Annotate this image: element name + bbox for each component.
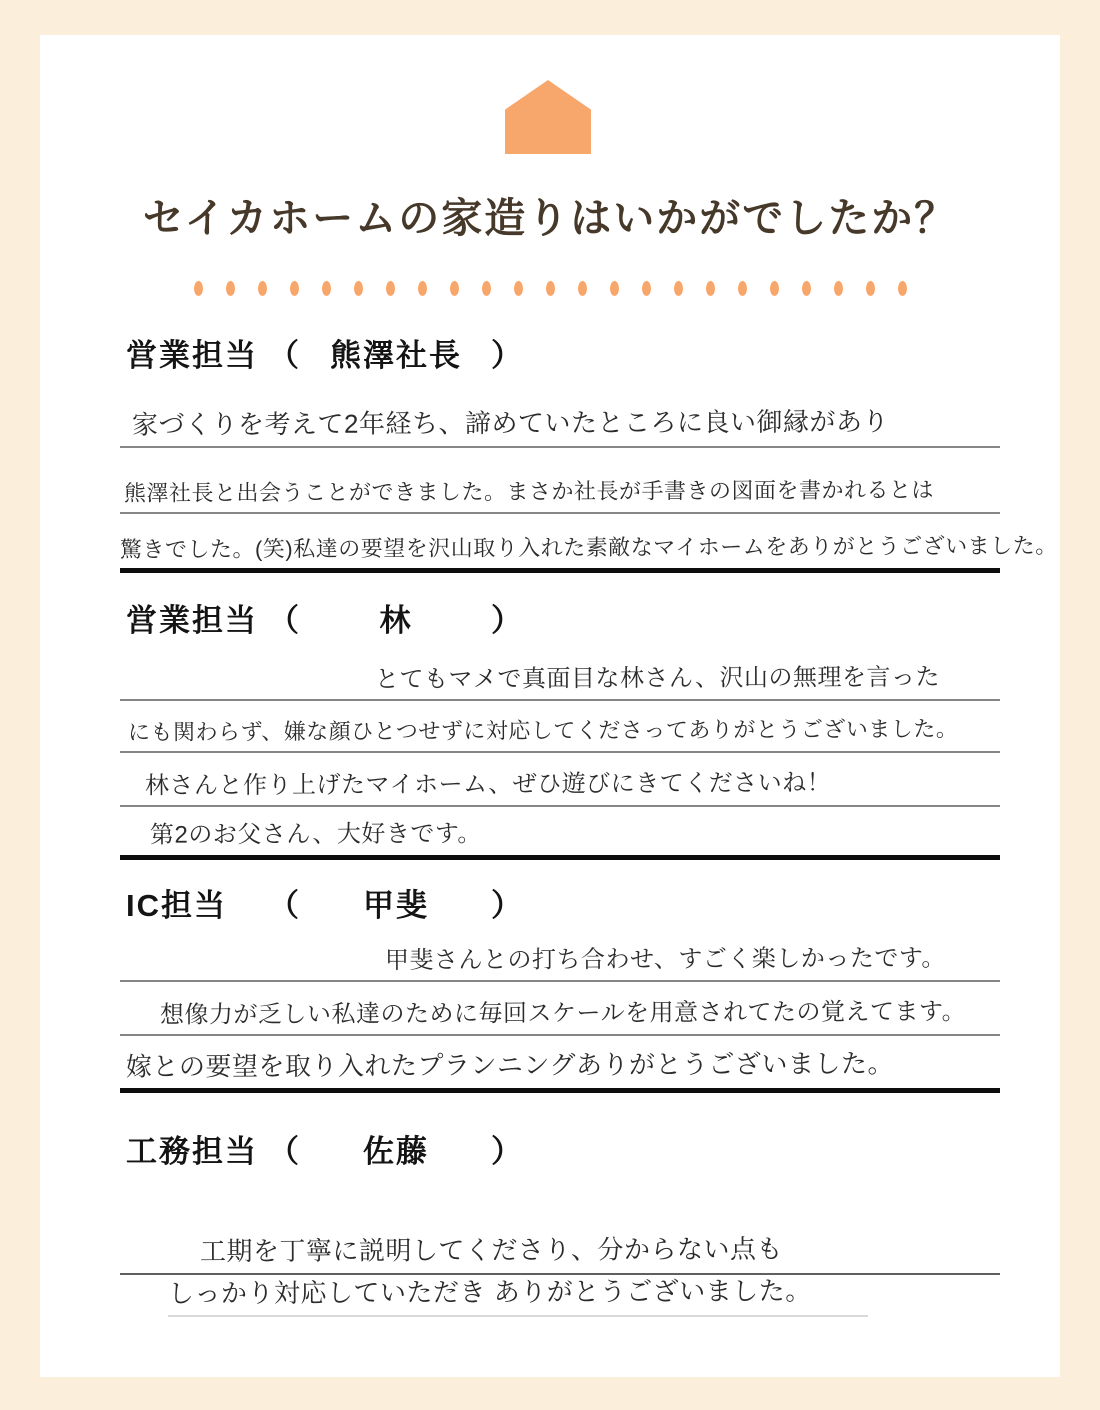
section-heading bbox=[120, 880, 1000, 923]
paren-close-mark: ） bbox=[491, 888, 524, 923]
person-name: 熊澤社長 bbox=[330, 338, 462, 373]
thick-divider bbox=[120, 1088, 1000, 1093]
paren-open-mark: （ bbox=[268, 603, 301, 638]
dot bbox=[514, 281, 523, 296]
handwritten-text: 嫁との要望を取り入れたプランニングありがとうございました。 bbox=[125, 1048, 895, 1082]
handwritten-text: 第2のお父さん、大好きです。 bbox=[149, 820, 482, 849]
thick-divider bbox=[120, 568, 1000, 573]
section-construction-sato bbox=[120, 1126, 1000, 1317]
section-role-label: IC担当 bbox=[126, 888, 227, 923]
handwriting-area bbox=[120, 645, 1000, 860]
dot bbox=[546, 281, 555, 296]
dot bbox=[834, 281, 843, 296]
handwritten-text: しっかり対応していただき ありがとうございました。 bbox=[167, 1275, 812, 1309]
section-sales-hayashi bbox=[120, 595, 1000, 860]
handwritten-line bbox=[120, 701, 1000, 753]
dot bbox=[802, 281, 811, 296]
handwritten-line bbox=[120, 982, 1000, 1036]
section-role-label: 工務担当 bbox=[126, 1134, 258, 1169]
handwritten-text: 甲斐さんとの打ち合わせ、すごく楽しかったです。 bbox=[384, 944, 946, 975]
handwriting-area bbox=[120, 1217, 1000, 1317]
paren-open-mark: （ bbox=[268, 338, 301, 373]
handwritten-line bbox=[120, 448, 1000, 514]
dot bbox=[226, 281, 235, 296]
page-title: セイカホームの家造りはいかがでしたか？ bbox=[142, 195, 958, 241]
handwritten-text: 家づくりを考えて2年経ち、諦めていたところに良い御縁があり bbox=[131, 406, 890, 440]
dot bbox=[770, 281, 779, 296]
house-icon bbox=[505, 80, 591, 154]
handwritten-text: 工期を丁寧に説明してくださり、分からない点も bbox=[199, 1233, 784, 1267]
section-role-label: 営業担当 bbox=[126, 603, 258, 638]
person-name: 佐藤 bbox=[363, 1134, 429, 1169]
content-card bbox=[40, 35, 1060, 1377]
thick-divider bbox=[120, 855, 1000, 860]
handwritten-text: 想像力が乏しい私達のために毎回スケールを用意されてたの覚えてます。 bbox=[159, 998, 967, 1029]
handwritten-text: 林さんと作り上げたマイホーム、ぜひ遊びにきてくださいね！ bbox=[144, 769, 832, 800]
section-sales-kumazawa bbox=[119, 330, 1058, 573]
dot bbox=[738, 281, 747, 296]
dot bbox=[482, 281, 491, 296]
handwritten-line bbox=[168, 1275, 868, 1317]
paren-open-mark: （ bbox=[268, 1134, 301, 1169]
section-heading bbox=[120, 1126, 1000, 1169]
dot bbox=[898, 281, 907, 296]
paren-close-mark: ） bbox=[491, 1134, 524, 1169]
handwritten-line bbox=[120, 930, 1000, 982]
dot bbox=[674, 281, 683, 296]
handwritten-text: 熊澤社長と出会うことができました。まさか社長が手書きの図面を書かれるとは bbox=[123, 477, 935, 506]
dot bbox=[578, 281, 587, 296]
handwritten-line bbox=[120, 753, 1000, 807]
handwritten-line bbox=[120, 1036, 1000, 1088]
person-name: 甲斐 bbox=[363, 888, 429, 923]
dot bbox=[642, 281, 651, 296]
handwriting-area bbox=[119, 380, 1058, 573]
handwritten-line bbox=[120, 645, 1000, 701]
dot bbox=[322, 281, 331, 296]
dot bbox=[194, 281, 203, 296]
handwritten-line bbox=[119, 514, 1058, 568]
dot bbox=[610, 281, 619, 296]
section-ic-kai bbox=[120, 880, 1000, 1093]
dot bbox=[290, 281, 299, 296]
person-name: 林 bbox=[379, 603, 413, 638]
handwritten-text: 驚きでした。(笑)私達の要望を沢山取り入れた素敵なマイホームをありがとうございました。 bbox=[119, 532, 1058, 563]
handwritten-line bbox=[120, 807, 1000, 855]
handwritten-line bbox=[120, 1217, 1000, 1275]
dot bbox=[386, 281, 395, 296]
dot bbox=[258, 281, 267, 296]
dot bbox=[418, 281, 427, 296]
handwritten-line bbox=[120, 380, 1000, 448]
paren-close-mark: ） bbox=[491, 603, 524, 638]
paren-close-mark: ） bbox=[491, 338, 524, 373]
dot bbox=[866, 281, 875, 296]
section-heading bbox=[120, 595, 1000, 638]
dot bbox=[450, 281, 459, 296]
dot bbox=[706, 281, 715, 296]
section-heading bbox=[120, 330, 1000, 373]
dots-divider bbox=[40, 281, 1060, 296]
handwritten-text: にも関わらず、嫌な顔ひとつせずに対応してくださってありがとうございました。 bbox=[127, 716, 959, 745]
section-role-label: 営業担当 bbox=[126, 338, 258, 373]
paren-open-mark: （ bbox=[268, 888, 301, 923]
dot bbox=[354, 281, 363, 296]
handwritten-text: とてもマメで真面目な林さん、沢山の無理を言った bbox=[374, 663, 941, 694]
handwriting-area bbox=[120, 930, 1000, 1093]
